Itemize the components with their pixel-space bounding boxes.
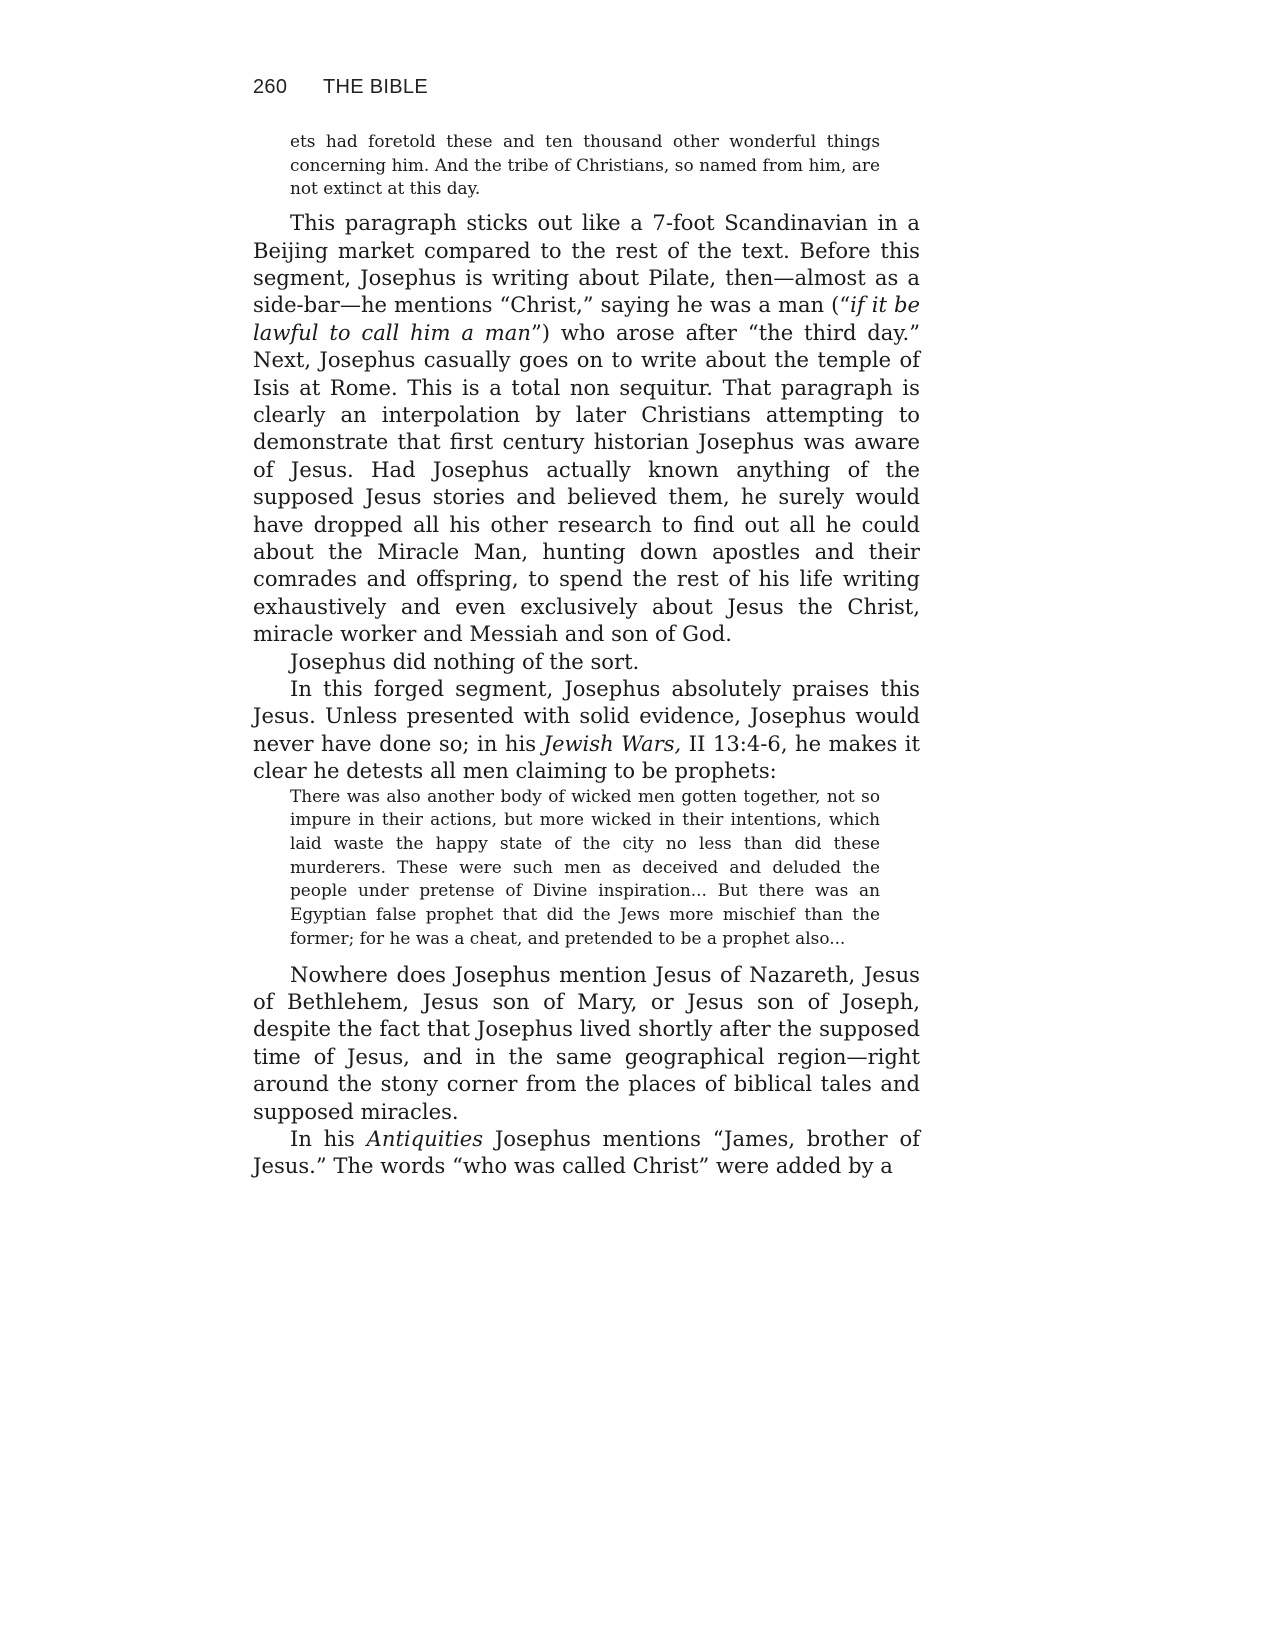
paragraph-text: Josephus mentions “James, brother of Jesus.” The words “who was called Christ” were added by a [253, 1126, 920, 1179]
block-quote-continuation: ets had foretold these and ten thousand other wonderful things concerning him. And the tribe of Christians, so named from him, are not extinct at this day. [290, 131, 880, 199]
page-body [253, 130, 920, 1180]
italic-phrase: if it be lawful to call him a man [253, 292, 920, 345]
italic-title: Antiquities [366, 1126, 484, 1151]
block-quote-jewish-wars: There was also another body of wicked men gotten together, not so impure in their actions, but more wicked in their intentions, which laid waste the happy state of the city no less than did these murderers. These were such men as deceived and deluded the people under pretense of Divine inspiration... But there was an Egyptian false prophet that did the Jews more mischief than the former; for he was a cheat, and pretended to be a prophet also... [290, 785, 880, 948]
running-header [253, 76, 428, 99]
running-title: THE BIBLE [323, 76, 428, 98]
paragraph-interpolation-argument [253, 209, 920, 648]
paragraph-text: ”) who arose after “the third day.” Next, Josephus casually goes on to write about the temple of Isis at Rome. This is a total non sequitur. That paragraph is clearly an interpolation by later Christians attempting to demonstrate that first century historian Josephus was aware of Jesus. Had Josephus actually known anything of the supposed Jesus stories and believed them, he surely would have dropped all his other research to find out all he could about the Miracle Man, hunting down apostles and their comrades and offspring, to spend the rest of his life writing exhaustively and even exclusively about Jesus the Christ, miracle worker and Messiah and son of God. [253, 319, 920, 647]
paragraph-text: II 13:4-6, he makes it clear he detests all men claiming to be prophets: [253, 730, 920, 784]
paragraph-text: In his [290, 1126, 367, 1151]
page-number: 260 [253, 76, 288, 98]
paragraph-forged-segment [253, 675, 920, 785]
italic-title: Jewish Wars, [543, 730, 682, 756]
paragraph-text: This paragraph sticks out like a 7-foot Scandinavian in a Beijing market compared to the rest of the text. Before this segment, Josephus is writing about Pilate, then—almost as a side-bar—he mentions “Christ,” saying he was a man (“ [253, 210, 920, 318]
paragraph-short: Josephus did nothing of the sort. [290, 648, 640, 674]
paragraph-antiquities [253, 1125, 920, 1180]
paragraph-nowhere-mentioned: Nowhere does Josephus mention Jesus of Nazareth, Jesus of Bethlehem, Jesus son of Mary, or Jesus son of Joseph, despite the fact that Josephus lived shortly after the supposed time of Jesus, and in the same geographical region—right around the stony corner from the places of biblical tales and supposed miracles. [253, 961, 920, 1124]
paragraph-text: In this forged segment, Josephus absolutely praises this Jesus. Unless presented with solid evidence, Josephus would never have done so; in his [253, 676, 920, 756]
